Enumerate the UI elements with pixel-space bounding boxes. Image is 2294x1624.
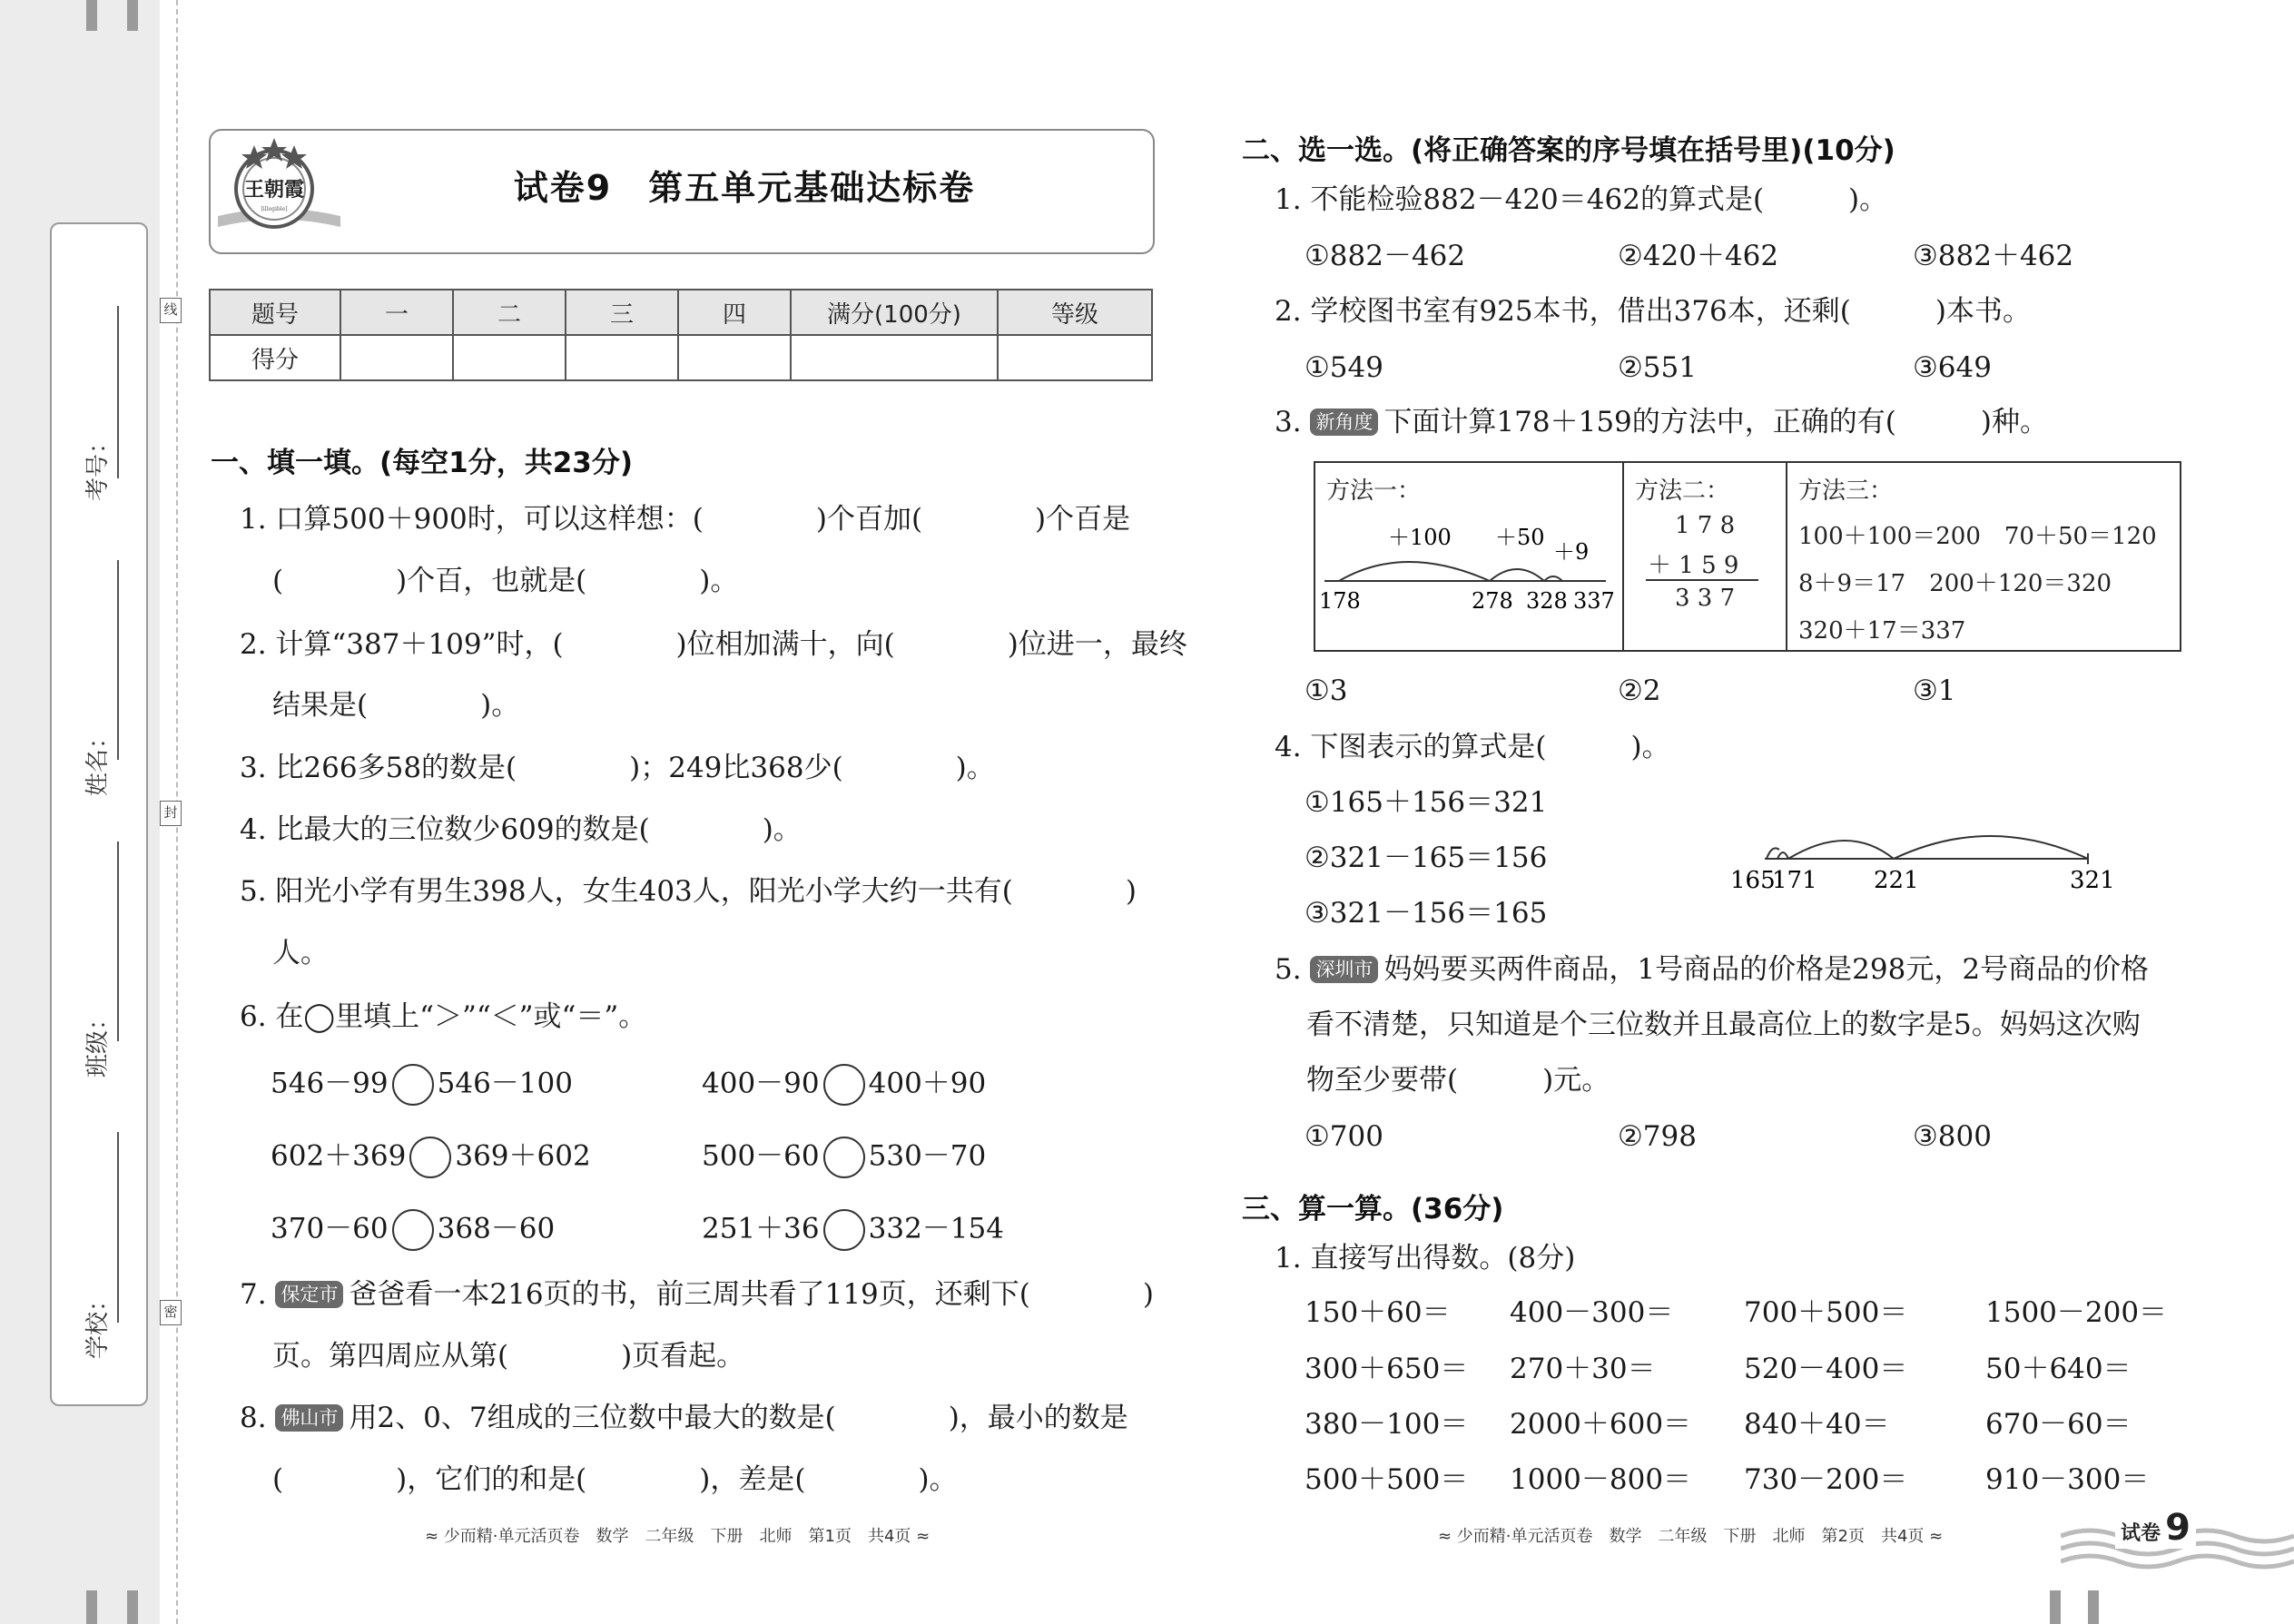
exam-number-field[interactable]: [52, 224, 146, 515]
number-line-point: 278: [1472, 588, 1513, 614]
calc-item: 1000－800＝: [1510, 1463, 1692, 1496]
number-line-point: 178: [1319, 588, 1361, 614]
page-number-badge: [2115, 1507, 2196, 1549]
name-line: [117, 560, 119, 760]
compare-right: 530－70: [868, 1139, 987, 1173]
cut-mark-seal: 封: [160, 801, 182, 826]
crop-mark: [127, 1590, 138, 1624]
calc-item: 300＋650＝: [1305, 1353, 1469, 1385]
vertical-addend: ＋ 1 5 9: [1648, 552, 1739, 579]
score-input-cell[interactable]: [340, 335, 453, 380]
question-4-number-line: [1725, 817, 2124, 899]
method-3-title: 方法三：: [1798, 477, 1894, 505]
method-1-jump-diagram: [1315, 463, 1622, 650]
method-1-title: 方法一：: [1326, 477, 1422, 505]
score-input-cell[interactable]: [453, 335, 566, 380]
calc-item: 700＋500＝: [1744, 1296, 1908, 1329]
logo-text: 王朝霞: [243, 178, 305, 202]
name-field[interactable]: [52, 524, 146, 823]
choice-option[interactable]: ①700: [1305, 1120, 1383, 1153]
method-2-cell: [1624, 463, 1787, 650]
class-label: 班级：: [84, 1006, 112, 1078]
compare-left: 602＋369: [271, 1139, 407, 1173]
jump-label: ＋50: [1495, 525, 1545, 550]
class-field[interactable]: [52, 805, 146, 1105]
logo-subtext: [illegible]: [261, 206, 288, 212]
choice-question-3: [1275, 404, 2048, 440]
calc-question-1: 1. 直接写出得数。(8分): [1275, 1242, 1576, 1275]
region-tag: 深圳市: [1310, 956, 1378, 983]
score-table: [209, 289, 1153, 381]
compare-item: [271, 1064, 573, 1106]
choice-option[interactable]: ③1: [1913, 674, 1956, 707]
score-input-cell[interactable]: [566, 335, 678, 380]
choice-question-5-line-1: [1275, 951, 2149, 988]
score-input-cell[interactable]: [678, 335, 791, 380]
score-table-header-row: [210, 290, 1152, 335]
score-header-cell: 二: [453, 290, 566, 335]
number-line-point: 165: [1730, 867, 1776, 894]
calc-item: 2000＋600＝: [1510, 1408, 1692, 1441]
calc-item: 520－400＝: [1744, 1353, 1908, 1385]
vertical-sum-line: [1646, 579, 1758, 581]
school-label: 学校：: [84, 1287, 112, 1359]
choice-question-2: 2. 学校图书室有925本书，借出376本，还剩( )本书。: [1275, 295, 2031, 328]
compare-item: [702, 1064, 986, 1106]
question-8-number: 8.: [240, 1402, 267, 1434]
compare-item: [271, 1209, 555, 1251]
calc-item: 270＋30＝: [1510, 1353, 1656, 1385]
question-5-line-1: 5. 阳光小学有男生398人，女生403人，阳光小学大约一共有( ): [240, 875, 1137, 908]
compare-left: 500－60: [702, 1139, 820, 1173]
compare-circle-blank[interactable]: [823, 1064, 865, 1106]
question-8-line-2: ( )，它们的和是( )，差是( )。: [272, 1463, 958, 1496]
section-2-title: 二、选一选。(将正确答案的序号填在括号里)(10分): [1242, 134, 1895, 167]
choice-option[interactable]: ②798: [1618, 1120, 1697, 1153]
choice-question-5-text: 妈妈要买两件商品，1号商品的价格是298元，2号商品的价格: [1383, 953, 2150, 986]
crop-mark: [2088, 1590, 2099, 1624]
compare-left: 546－99: [271, 1067, 389, 1100]
calc-item: 670－60＝: [1985, 1408, 2132, 1441]
number-line-point: 328: [1526, 588, 1568, 614]
region-tag: 佛山市: [275, 1404, 343, 1432]
calc-item: 910－300＝: [1985, 1463, 2150, 1496]
compare-circle-blank[interactable]: [823, 1209, 865, 1251]
section-3-title: 三、算一算。(36分): [1242, 1193, 1504, 1225]
jump-label: ＋9: [1553, 539, 1590, 565]
student-info-panel: [50, 222, 148, 1406]
method-1-cell: [1315, 463, 1624, 650]
school-field[interactable]: [52, 1096, 146, 1395]
exam-number-line: [117, 306, 119, 478]
score-header-cell: 一: [340, 290, 453, 335]
choice-question-3-number: 3.: [1275, 406, 1302, 438]
methods-table: [1314, 461, 2181, 652]
score-row-label: 得分: [210, 335, 340, 380]
choice-option[interactable]: ②551: [1618, 351, 1697, 384]
calc-item: 1500－200＝: [1985, 1296, 2168, 1329]
score-input-cell[interactable]: [791, 335, 998, 380]
choice-question-5-number: 5.: [1275, 953, 1302, 986]
choice-option[interactable]: ③321－156＝165: [1305, 897, 1548, 930]
question-7-text: 爸爸看一本216页的书，前三周共看了119页，还剩下( ): [349, 1278, 1154, 1311]
choice-option[interactable]: ①3: [1305, 674, 1348, 707]
calc-item: 730－200＝: [1744, 1463, 1908, 1496]
choice-question-4: 4. 下图表示的算式是( )。: [1275, 731, 1670, 763]
method-3-step: 320＋17＝337: [1798, 617, 1966, 645]
page-number-label: 试卷: [2121, 1522, 2161, 1545]
score-header-cell: 三: [566, 290, 678, 335]
vertical-addend: 1 7 8: [1675, 512, 1736, 539]
crop-mark: [127, 0, 138, 31]
compare-left: 400－90: [702, 1067, 820, 1100]
compare-circle-blank[interactable]: [392, 1064, 434, 1106]
choice-option[interactable]: ②2: [1618, 674, 1661, 707]
choice-question-3-text: 下面计算178＋159的方法中，正确的有( )种。: [1383, 406, 2048, 438]
number-line-point: 321: [2070, 867, 2115, 894]
calc-item: 840＋40＝: [1744, 1408, 1890, 1441]
crop-mark: [86, 1590, 97, 1624]
method-3-step: 100＋100＝200 70＋50＝120: [1798, 523, 2157, 550]
new-angle-tag: 新角度: [1310, 408, 1378, 436]
method-3-cell: [1787, 463, 2178, 650]
page-footer-left: ≈ 少而精·单元活页卷 数学 二年级 下册 北师 第1页 共4页 ≈: [425, 1527, 930, 1546]
choice-option[interactable]: ①882－462: [1305, 240, 1466, 272]
choice-option[interactable]: ②321－165＝156: [1305, 842, 1548, 874]
choice-question-5-line-2: 看不清楚，只知道是个三位数并且最高位上的数字是5。妈妈这次购: [1306, 1009, 2141, 1041]
question-7-number: 7.: [240, 1278, 267, 1311]
choice-question-5-line-3: 物至少要带( )元。: [1306, 1064, 1610, 1097]
compare-item: [271, 1137, 591, 1178]
compare-circle-blank[interactable]: [409, 1137, 451, 1178]
name-label: 姓名：: [84, 724, 112, 796]
cut-mark-secret: 密: [160, 1300, 182, 1325]
school-line: [117, 1132, 119, 1323]
choice-option[interactable]: ①165＋156＝321: [1305, 786, 1548, 819]
compare-circle-blank[interactable]: [392, 1209, 434, 1251]
exam-number-label: 考号：: [84, 429, 112, 501]
question-2-line-1: 2. 计算“387＋109”时，( )位相加满十，向( )位进一，最终: [240, 628, 1187, 661]
question-6: 6. 在◯里填上“＞”“＜”或“＝”。: [240, 1000, 647, 1033]
grade-input-cell[interactable]: [998, 335, 1152, 380]
choice-option[interactable]: ③649: [1913, 351, 1992, 384]
jump-label: ＋100: [1388, 525, 1452, 550]
score-header-cell: 题号: [210, 290, 340, 335]
exam-title: 试卷9 第五单元基础达标卷: [513, 168, 976, 208]
compare-right: 400＋90: [868, 1067, 987, 1100]
crop-mark: [86, 0, 97, 31]
choice-option[interactable]: ③800: [1913, 1120, 1992, 1153]
question-7-line-2: 页。第四周应从第( )页看起。: [272, 1340, 745, 1373]
number-line-point: 171: [1772, 867, 1817, 894]
method-2-title: 方法二：: [1635, 477, 1730, 505]
question-3: 3. 比266多58的数是( )；249比368少( )。: [240, 752, 995, 784]
section-1-title: 一、填一填。(每空1分，共23分): [211, 447, 634, 479]
choice-option[interactable]: ②420＋462: [1618, 240, 1779, 272]
compare-right: 332－154: [868, 1212, 1004, 1245]
number-line-point: 337: [1573, 588, 1615, 614]
calc-item: 380－100＝: [1305, 1408, 1469, 1441]
compare-left: 251＋36: [702, 1212, 820, 1245]
choice-option[interactable]: ①549: [1305, 351, 1383, 384]
compare-circle-blank[interactable]: [823, 1137, 865, 1178]
calc-item: 150＋60＝: [1305, 1296, 1451, 1329]
choice-question-1: 1. 不能检验882－420＝462的算式是( )。: [1275, 183, 1888, 216]
region-tag: 保定市: [275, 1281, 343, 1308]
score-table-score-row: [210, 335, 1152, 380]
calc-item: 400－300＝: [1510, 1296, 1674, 1329]
class-line: [117, 842, 119, 1041]
question-4: 4. 比最大的三位数少609的数是( )。: [240, 813, 802, 846]
compare-item: [702, 1209, 1004, 1251]
compare-right: 369＋602: [455, 1139, 591, 1173]
page-footer-right: ≈ 少而精·单元活页卷 数学 二年级 下册 北师 第2页 共4页 ≈: [1438, 1527, 1944, 1546]
question-8-line-1: [240, 1400, 1128, 1436]
number-line-point: 221: [1874, 867, 1919, 894]
score-header-cell: 等级: [998, 290, 1152, 335]
compare-right: 368－60: [437, 1212, 556, 1245]
question-2-line-2: 结果是( )。: [272, 689, 520, 722]
calc-item: 500＋500＝: [1305, 1463, 1469, 1496]
compare-right: 546－100: [437, 1067, 573, 1100]
compare-left: 370－60: [271, 1212, 389, 1245]
publisher-logo: [218, 136, 340, 243]
page-number: 9: [2165, 1507, 2191, 1549]
score-header-cell: 四: [678, 290, 791, 335]
score-header-cell: 满分(100分): [791, 290, 998, 335]
question-5-line-2: 人。: [272, 937, 329, 969]
crop-mark: [2050, 1590, 2061, 1624]
question-1-line-2: ( )个百，也就是( )。: [272, 565, 739, 597]
cut-mark-line: 线: [160, 298, 182, 323]
choice-option[interactable]: ③882＋462: [1913, 240, 2074, 272]
question-8-text: 用2、0、7组成的三位数中最大的数是( )，最小的数是: [349, 1402, 1128, 1434]
vertical-sum: 3 3 7: [1675, 585, 1736, 612]
question-7-line-1: [240, 1276, 1154, 1313]
question-1-line-1: 1. 口算500＋900时，可以这样想：( )个百加( )个百是: [240, 503, 1131, 536]
calc-item: 50＋640＝: [1985, 1353, 2132, 1385]
method-3-step: 8＋9＝17 200＋120＝320: [1798, 570, 2112, 597]
compare-item: [702, 1137, 986, 1178]
